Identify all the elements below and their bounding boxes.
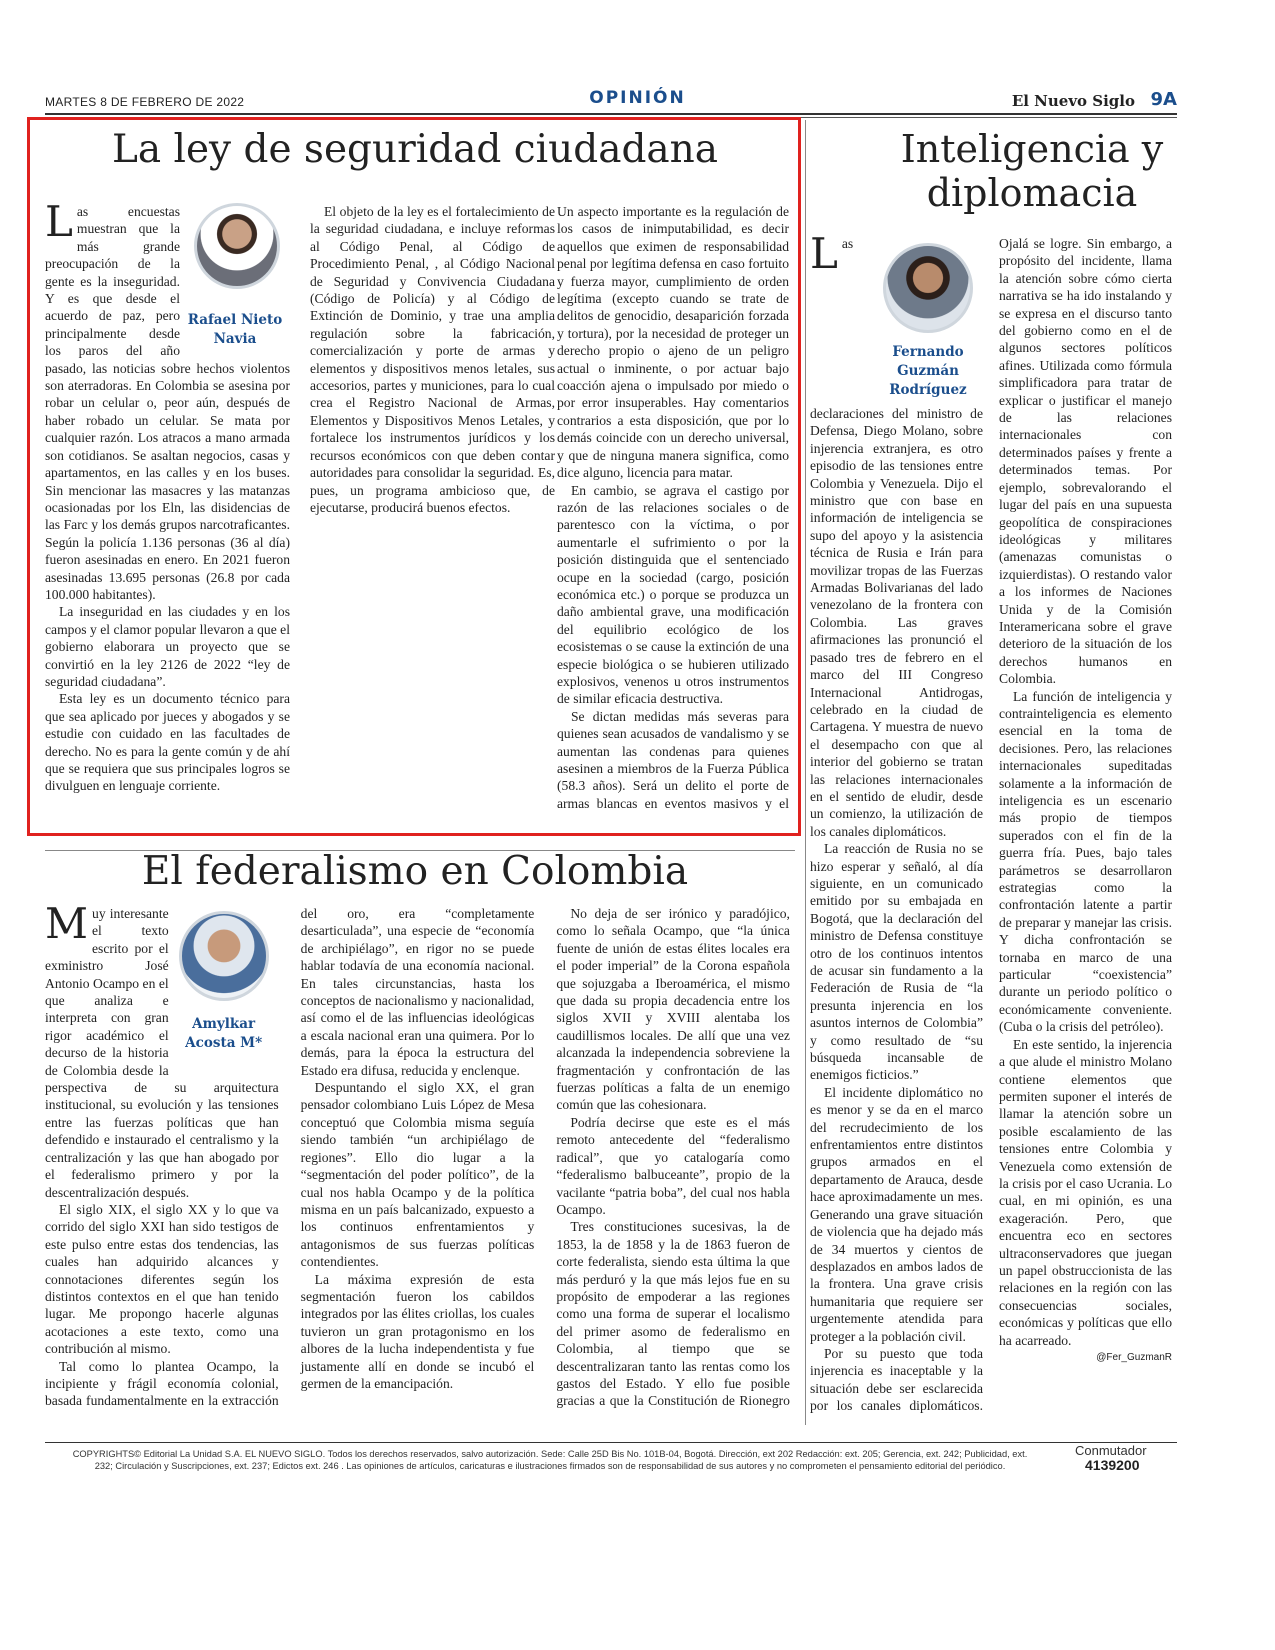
- header-rule: [45, 113, 1177, 115]
- paragraph: No deja de ser irónico y paradójico, como lo señala Ocampo, que “la única fuente de unión de estas élites locales era el poder imperial” de la Corona española que sojuzgaba a Iberoamérica, el mismo que dada su propia decadencia entre los siglos XVII y XVIII alentaba los caudillismos locales. De allí que una vez alcanzada la independencia sobreviene la fragmentación y confrontación de las fuerzas políticas a falta de un enemigo común que las cohesionara.: [556, 906, 790, 1113]
- author-photo-amylkar: [179, 911, 269, 1001]
- twitter-handle: @Fer_GuzmanR: [1096, 1352, 1172, 1363]
- author-block: [169, 905, 279, 1065]
- paragraph: El siglo XIX, el siglo XX y lo que va corrido del siglo XXI han sido testigos de este pulso entre estas dos tendencias, las cuales han adquirido alcances y connotaciones diferentes según los distintos contextos en el que han tenido lugar. Me propongo hacerle algunas acotaciones a este texto, como una contribución al mismo.: [45, 1201, 279, 1357]
- paragraph: as encuestas muestran que la más grande preocupación de la gente es la inseguridad. Y es que desde el acuerdo de paz, pero principalmente desde los paros del año pasado, las noticias sobre hechos violentos son aterradoras. En Colombia se asesina por robar un celular o, peor aún, después de haber robado un celular. Se mata por cualquier razón. Los atracos a mano armada son cotidianos. Se asaltan negocios, casas y apartamentos, en las calles y en los buses. Sin mencionar las masacres y las matanzas ocasionadas por los Eln, las disidencias de las Farc y los demás grupos narcotraficantes. Según la policía 1.136 personas (36 al día) fueron asesinadas en enero. En 2021 fueron asesinadas 13.695 personas (26.8 por cada 100.000 habitantes).: [45, 204, 290, 602]
- switchboard-label: Conmutador: [1075, 1443, 1147, 1458]
- paragraph: En este sentido, la injerencia a que alude el ministro Molano contiene elementos que permiten suponer el interés de llamar la atención sobre un posible escalamiento de las tensiones entre Colombia y Venezuela como extensión de la crisis por el caso Ucrania. Lo cual, en mi opinión, es una exageración. Pero, que encuentra eco en sectores ultraconservadores que juegan un papel obstruccionista de las relaciones en la región con las consecuencias sociales, económicas y políticas que ello ha acarreado.: [999, 1036, 1172, 1348]
- paragraph: La inseguridad en las ciudades y en los campos y el clamor popular llevaron a que el gobierno elaborara un proyecto que se convirtió en la ley 2126 de 2022 “ley de seguridad ciudadana”.: [45, 604, 290, 689]
- article3-title: El federalismo en Colombia: [141, 849, 689, 894]
- paragraph: Tres constituciones sucesivas, la de 1853, la de 1858 y la de 1863 fueron de corte federalista, siendo esta última la que más perduró y la que más lejos fue en su propósito de empoderar a las regiones como una forma de superar el localismo del primer asomo de federalismo en Colombia, al tiempo que se descentralizaran tanto las rentas como los gastos del Estado. Y ello fue posible gracias a que la Constitución de Rionegro: [556, 1219, 790, 1409]
- paragraph: En cambio, se agrava el castigo por razón de las relaciones sociales o de parentesco con la víctima, o por aumentarle el sufrimiento o por la posición distinguida que el sentenciado ocupe en la sociedad (cargo, posición económica etc.) o porque se produzca un daño ambiental grave, una modificación del equilibrio ecológico de los ecosistemas o se cause la extinción de una especie biológica o se hubieren utilizado explosivos, venenos u otros instrumentos de similar eficacia destructiva.: [557, 482, 789, 707]
- switchboard-number: 4139200: [1085, 1457, 1140, 1473]
- newspaper-brand: El Nuevo Siglo: [1011, 92, 1135, 110]
- paragraph: La función de inteligencia y contrainteligencia es elemento esencial en la toma de decisiones. Pero, las relaciones internacionales supeditadas solamente a la información de inteligencia es un escenario más propio de tiempos superados con el fin de la guerra fría. Pues, bajo tales parámetros se desarrollaron estrategias como la confrontación latente a partir de preparar y manejar las crisis. Y dicha confrontación se tornaba en marco de una particular “coexistencia” durante un periodo político o económicamente conveniente. (Cuba o la crisis del petróleo).: [999, 688, 1172, 1035]
- author-name: Rafael Nieto Navia: [187, 312, 283, 347]
- article2-body: [810, 235, 1172, 1415]
- paragraph: as declaraciones del ministro de Defensa, Diego Molano, sobre injerencia extranjera, es otro episodio de las tensiones entre Colombia y Venezuela. Dijo el ministro que con base en información de inteligencia se supo del apoyo y la asistencia técnica de Rusia e Irán para movilizar tropas de las Fuerzas Armadas Bolivarianas del lado venezolano de la frontera con Colombia. Las graves afirmaciones las pronunció el pasado tres de febrero en el marco del III Congreso Internacional Antidrogas, celebrado en la ciudad de Cartagena. Y muestra de nuevo el desempacho con que al interior del gobierno se tratan las relaciones internacionales en el sentido de eludir, desde un comienzo, la utilización de los canales diplomáticos.: [810, 236, 983, 839]
- article3-body: [45, 905, 790, 1423]
- article2-title: Inteligencia y diplomacia: [900, 127, 1164, 215]
- issue-date: MARTES 8 DE FEBRERO DE 2022: [45, 95, 245, 109]
- paragraph: Un aspecto importante es la regulación de los casos de inimputabilidad, es decir aquellos que eximen de responsabilidad penal por legítima defensa en caso fortuito y fuerza mayor, cumplimiento de orden legítima (excepto cuando se trate de delitos de genocidio, desaparición forzada y tortura), por la necesidad de proteger un derecho propio o ajeno de un peligro actual o inminente, o por actuar bajo coacción ajena o impulsado por miedo o por error insuperables. Hay comentarios contrarios a esta disposición, que por lo demás coincide con un derecho universal, y que de ninguna manera significa, como dice alguno, licencia para matar.: [557, 204, 789, 481]
- section-title: OPINIÓN: [589, 88, 686, 108]
- paragraph: Esta ley es un documento técnico para que sea aplicado por jueces y abogados y se estudie con cuidado en las facultades de derecho. No es para la gente común y de ahí que se requiera que sus principales logros se divulguen en lenguaje corriente.: [45, 691, 290, 794]
- author-block: [873, 235, 983, 405]
- article1-body-right: [557, 203, 789, 813]
- page-number: 9A: [1150, 89, 1177, 110]
- copyright-footer: COPYRIGHTS© Editorial La Unidad S.A. EL NUEVO SIGLO. Todos los derechos reservados, salvo autorización. Sede: Calle 25D Bis No. 101B-04, Bogotá. Dirección, ext 202 Redacción: ext. 205; Gerencia, ext. 242; Publicidad, ext. 232; Circulación y Suscripciones, ext. 237; Edictos ext. 246 . Las opiniones de artículos, caricaturas e ilustraciones firmados son de responsabilidad de sus autores y no comprometen el pensamiento editorial del periódico.: [72, 1449, 1028, 1471]
- author-photo-rafael: [194, 203, 280, 289]
- column-divider: [805, 120, 806, 1425]
- paragraph: Podría decirse que este es el más remoto antecedente del “federalismo radical”, que yo catalogaría como “federalismo balbuceante”, propio de la vacilante “patria boba”, del cual nos habla Ocampo.: [556, 1114, 790, 1217]
- paragraph: Se dictan medidas más severas para quienes sean acusados de vandalismo y se aumentan las condenas para quienes asesinen a miembros de la Fuerza Pública (58.3 años). Será un delito el porte de armas blancas en eventos masivos y el: [557, 708, 789, 811]
- article1-body-left: [45, 203, 555, 813]
- drop-cap: L: [810, 235, 838, 278]
- author-block: [180, 203, 290, 358]
- author-photo-fernando: [883, 243, 973, 333]
- article1-title: La ley de seguridad ciudadana: [111, 127, 719, 172]
- paragraph: El incidente diplomático no es menor y se da en el marco del recrudecimiento de los enfrentamientos entre distintos grupos armados en el departamento de Arauca, desde hace aproximadamente un mes. Generando una grave situación de violencia que ha dejado más de 34 muertos y cientos de desplazados en ambos lados de la frontera. Una grave crisis humanitaria que requiere ser urgentemente atendida para proteger a la población civil.: [810, 1084, 983, 1344]
- author-name: Amylkar Acosta M*: [185, 1016, 263, 1051]
- author-name: Fernando Guzmán Rodríguez: [889, 344, 967, 398]
- paragraph: Tal como lo plantea Ocampo, la incipiente y frágil economía colonial, basada fundamentalmente en la extracción del oro, era “completamente desarticulada”, una especie de “economía de archipiélago”, en rigor no se puede hablar todavía de una economía nacional. En tales circunstancias, hasta los conceptos de nacionalismo y nacionalidad, así como el de las influencias ideológicas a escala nacional eran una quimera. Por lo demás, para la época la estructura del Estado era difusa, reducida y enclenque.: [45, 906, 535, 1409]
- paragraph: Despuntando el siglo XX, el gran pensador colombiano Luis López de Mesa conceptuó que Colombia misma seguía siendo también “un archipiélago de regiones”. Ello dio lugar a la “segmentación del poder político”, de la cual nos habla Ocampo y de la política misma en un país balcanizado, expuesto a los continuos enfrentamientos y antagonismos de sus fuerzas políticas contendientes.: [300, 1080, 535, 1270]
- paragraph: El objeto de la ley es el fortalecimiento de la seguridad ciudadana, e incluye reformas al Código Penal, al Código de Procedimiento Penal, , al Código Nacional de Seguridad y Convivencia Ciudadana (Código de Policía) y al Código de Extinción de Dominio, y trae una amplia regulación sobre la fabricación, comercialización y porte de armas y elementos y dispositivos menos letales, sus accesorios, partes y municiones, para lo cual crea el Registro Nacional de Armas, Elementos y Dispositivos Menos Letales, y fortalece los instrumentos jurídicos y los recursos económicos con que deben contar autoridades para consolidar la seguridad. Es, pues, un programa ambicioso que, de ejecutarse, producirá buenos efectos.: [310, 204, 555, 515]
- drop-cap: L: [45, 203, 73, 246]
- paragraph: La máxima expresión de esta segmentación fueron los cabildos integrados por las élites criollas, los cuales tuvieron un gran protagonismo en los albores de la lucha independentista y fue justamente allí en donde se incubó el germen de la emancipación.: [300, 1271, 535, 1391]
- paragraph: uy interesante el texto escrito por el exministro José Antonio Ocampo en el que analiza e interpreta con gran rigor académico el decurso de la historia de Colombia desde la perspectiva de su arquitectura institucional, su evolución y las tensiones entre las fuerzas políticas que han defendido e instaurado el centralismo y la centralización y las que han abogado por el federalismo primero y por la descentralización después.: [45, 906, 279, 1200]
- paragraph: La reacción de Rusia no se hizo esperar y señaló, al día siguiente, en un comunicado emitido por su embajada en Bogotá, que la declaración del ministro de Defensa constituye otro de los continuos intentos de acusar sin fundamento a la Federación de Rusia de “la presunta injerencia en los asuntos internos de Colombia” y como resultado de “su búsqueda incansable de enemigos ficticios.”: [810, 841, 983, 1083]
- paragraph: Por su puesto que toda injerencia es inaceptable y la situación debe ser esclarecida por los canales diplomáticos. Ojalá se logre. Sin embargo, a propósito del incidente, llama la atención sobre cómo cierta narrativa se ha ido instalando y se expresa en el discurso tanto del gobierno como en el de algunos sectores políticos afines. Utilizada como fórmula simplificadora para tratar de explicar o justificar el manejo de las relaciones internacionales con determinados países y frente a determinados temas. Por ejemplo, sobrevalorando el lugar del país en una supuesta geopolítica de conspiraciones ideológicas y militares (amenazas comunistas o izquierdistas). O restando valor a los informes de Naciones Unida y de la Comisión Interamericana sobre el grave deterioro de la situación de los derechos humanos en Colombia.: [810, 236, 1172, 1414]
- drop-cap: M: [45, 905, 89, 948]
- footer-rule: [45, 1442, 1177, 1443]
